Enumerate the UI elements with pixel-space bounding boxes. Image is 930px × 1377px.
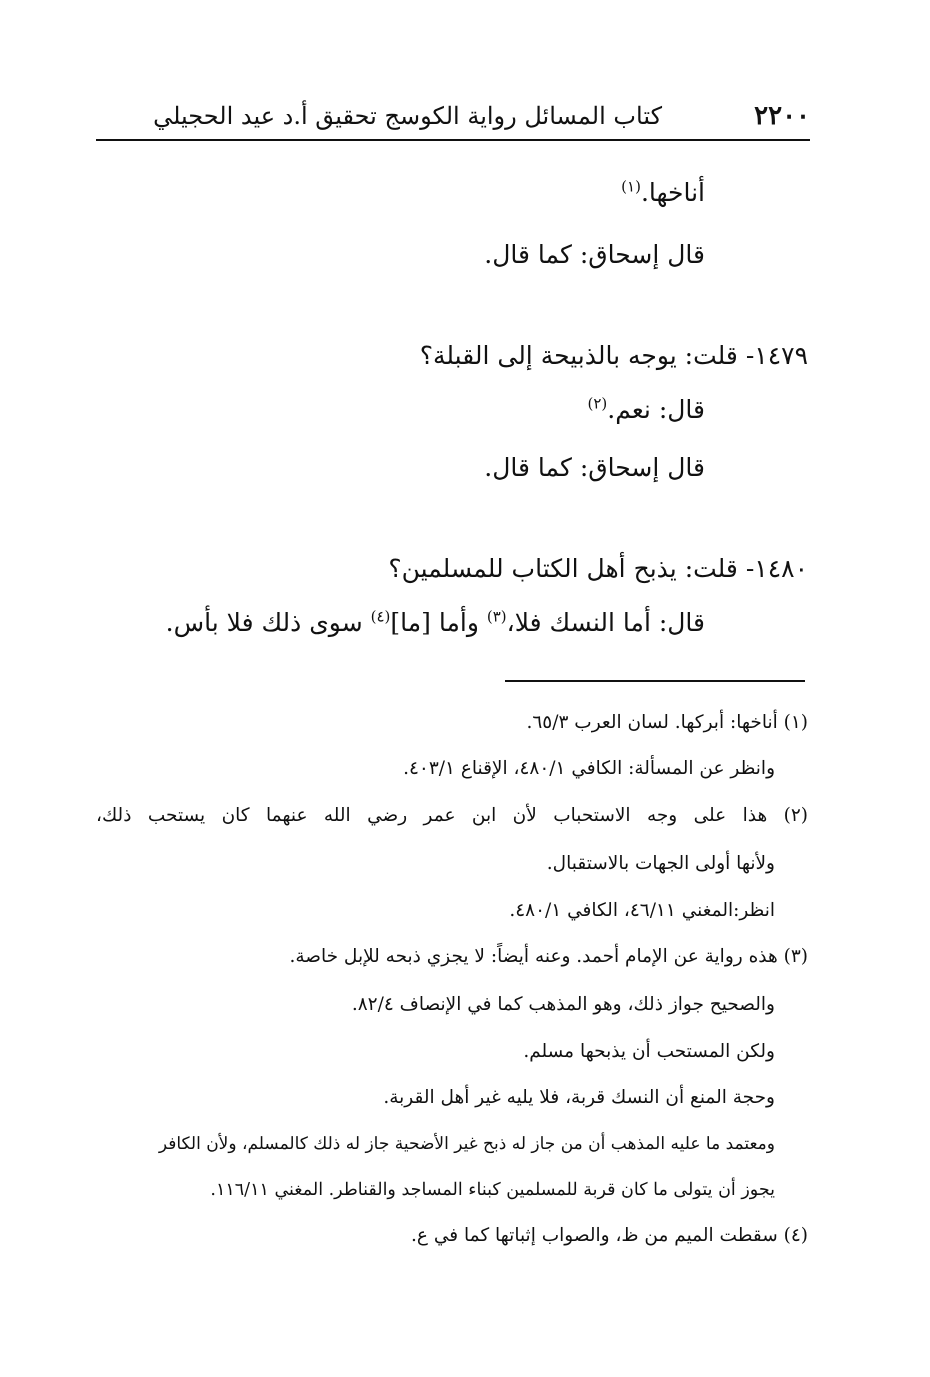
footnote-line: (٢) هذا على وجه الاستحباب لأن ابن عمر رضي الله عنهما كان يستحب ذلك، bbox=[96, 805, 808, 826]
footnote-ref: (٢) bbox=[587, 394, 608, 413]
question-heading: ١٤٨٠- قلت: يذبح أهل الكتاب للمسلمين؟ bbox=[388, 554, 808, 583]
header-divider bbox=[96, 139, 810, 141]
footnote-separator bbox=[505, 680, 805, 682]
footnote-line: ومعتمد ما عليه المذهب أن من جاز له ذبح غير الأضحية جاز له ذلك كالمسلم، ولأن الكافر bbox=[158, 1134, 775, 1154]
footnote-line: ولأنها أولى الجهات بالاستقبال. bbox=[546, 853, 775, 874]
footnote-ref: (٣) bbox=[486, 607, 507, 626]
body-text: قال: أما النسك فلا، bbox=[506, 608, 705, 637]
page-number: ٢٢٠٠ bbox=[754, 101, 810, 131]
question-heading: ١٤٧٩- قلت: يوجه بالذبيحة إلى القبلة؟ bbox=[419, 341, 808, 370]
footnote-line: (٤) سقطت الميم من ظ، والصواب إثباتها كما في ع. bbox=[411, 1225, 808, 1246]
footnote-line: وانظر عن المسألة: الكافي ٤٨٠/١، الإقناع ٤٠٣/١. bbox=[403, 758, 775, 779]
footnote-line: انظر:المغني ٤٦/١١، الكافي ٤٨٠/١. bbox=[509, 900, 775, 921]
footnote-line: ولكن المستحب أن يذبحها مسلم. bbox=[523, 1041, 775, 1062]
body-line: قال إسحاق: كما قال. bbox=[484, 453, 705, 482]
running-header-title: كتاب المسائل رواية الكوسج تحقيق أ.د عيد الحجيلي bbox=[153, 102, 662, 130]
body-text: سوى ذلك فلا بأس. bbox=[165, 608, 371, 637]
footnote-line: وحجة المنع أن النسك قربة، فلا يليه غير أهل القربة. bbox=[383, 1087, 775, 1108]
body-line bbox=[621, 175, 705, 211]
footnote-ref: (٤) bbox=[370, 607, 391, 626]
body-text: أناخها. bbox=[640, 178, 705, 207]
footnote-line: يجوز أن يتولى ما كان قربة للمسلمين كبناء المساجد والقناطر. المغني ١١٦/١١. bbox=[210, 1180, 775, 1200]
footnote-line: (٣) هذه رواية عن الإمام أحمد. وعنه أيضاً: لا يجزي ذبحه للإبل خاصة. bbox=[289, 946, 808, 967]
footnote-line: والصحيح جواز ذلك، وهو المذهب كما في الإنصاف ٨٢/٤. bbox=[351, 994, 775, 1015]
body-text: قال: نعم. bbox=[607, 395, 705, 424]
body-line bbox=[588, 392, 706, 428]
footnote-ref: (١) bbox=[621, 177, 641, 196]
body-line bbox=[166, 605, 705, 641]
body-text: وأما [ما] bbox=[390, 608, 487, 637]
body-line: قال إسحاق: كما قال. bbox=[484, 240, 705, 269]
footnote-line: (١) أناخها: أبركها. لسان العرب ٦٥/٣. bbox=[526, 712, 808, 733]
